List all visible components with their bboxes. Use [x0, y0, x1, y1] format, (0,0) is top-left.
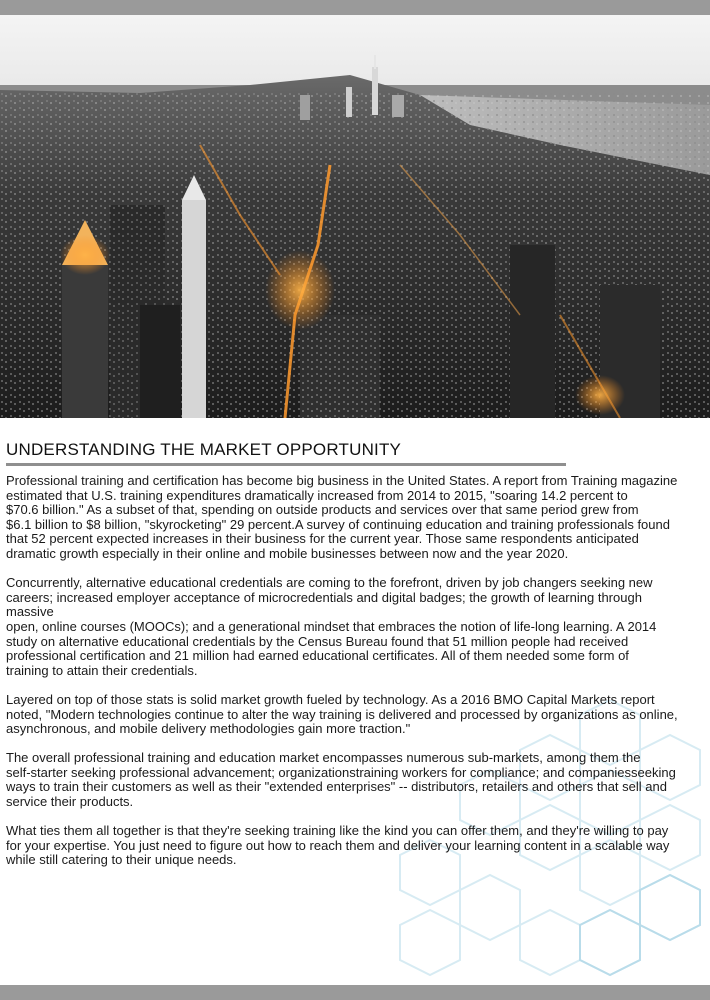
text-line: What ties them all together is that they're seeking training like the kind you can offer them, and they're willing to pay [6, 823, 669, 839]
paragraph-4 [6, 751, 704, 809]
text-line: Concurrently, alternative educational credentials are coming to the forefront, driven by job changers seeking new [6, 575, 653, 591]
text-line: open, online courses (MOOCs); and a generational mindset that embraces the notion of life-long learning. A 2014 [6, 618, 657, 634]
text-line: estimated that U.S. training expenditures dramatically increased from 2014 to 2015, "soaring 14.2 percent to [6, 487, 628, 503]
top-bar [0, 0, 710, 15]
text-line: that 52 percent expected increases in their business for the current year. Those same respondents anticipated [6, 531, 639, 547]
bottom-bar [0, 985, 710, 1000]
section-heading: UNDERSTANDING THE MARKET OPPORTUNITY [6, 440, 402, 459]
text-line: asynchronous, and mobile delivery methodologies gain more traction." [6, 721, 411, 737]
paragraph-3 [6, 693, 704, 737]
text-line: self-starter seeking professional advancement; organizationstraining workers for compliance; and companiesseeking [6, 764, 676, 780]
paragraph-5 [6, 824, 704, 868]
text-line: $6.1 billion to $8 billion, "skyrocketing" 29 percent.A survey of continuing education and training professionals found [6, 516, 670, 532]
text-line: Layered on top of those stats is solid market growth fueled by technology. As a 2016 BMO Capital Markets report [6, 691, 655, 707]
paragraph-2 [6, 576, 704, 678]
text-line: massive [6, 604, 54, 620]
paragraph-1 [6, 474, 704, 562]
text-line: The overall professional training and education market encompasses numerous sub-markets, among them the [6, 750, 641, 766]
text-line: for your expertise. You just need to figure out how to reach them and deliver your learning content in a scalable way [6, 837, 670, 853]
text-line: $70.6 billion." As a subset of that, spending on outside products and services over that same period grew from [6, 502, 639, 518]
text-line: training to attain their credentials. [6, 662, 198, 678]
text-line: service their products. [6, 794, 134, 810]
text-line: while still catering to their unique needs. [6, 852, 237, 868]
text-line: ways to train their customers as well as their "extended enterprises" -- distributors, retailers and others that sell and [6, 779, 667, 795]
article-body [6, 474, 704, 883]
text-line: noted, "Modern technologies continue to alter the way training is delivered and processed by organizations as online, [6, 706, 678, 722]
text-line: professional certification and 21 million had earned educational certificates. All of them needed some form of [6, 648, 629, 664]
text-line: study on alternative educational credentials by the Census Bureau found that 51 million people had received [6, 633, 629, 649]
text-line: dramatic growth especially in their online and mobile businesses between now and the year 2020. [6, 545, 569, 561]
city-skyline-image [0, 15, 710, 418]
text-line: Professional training and certification has become big business in the United States. A report from Training magazine [6, 473, 678, 488]
heading-underline [6, 463, 566, 466]
text-line: careers; increased employer acceptance of microcredentials and digital badges; the growth of learning through [6, 589, 642, 605]
